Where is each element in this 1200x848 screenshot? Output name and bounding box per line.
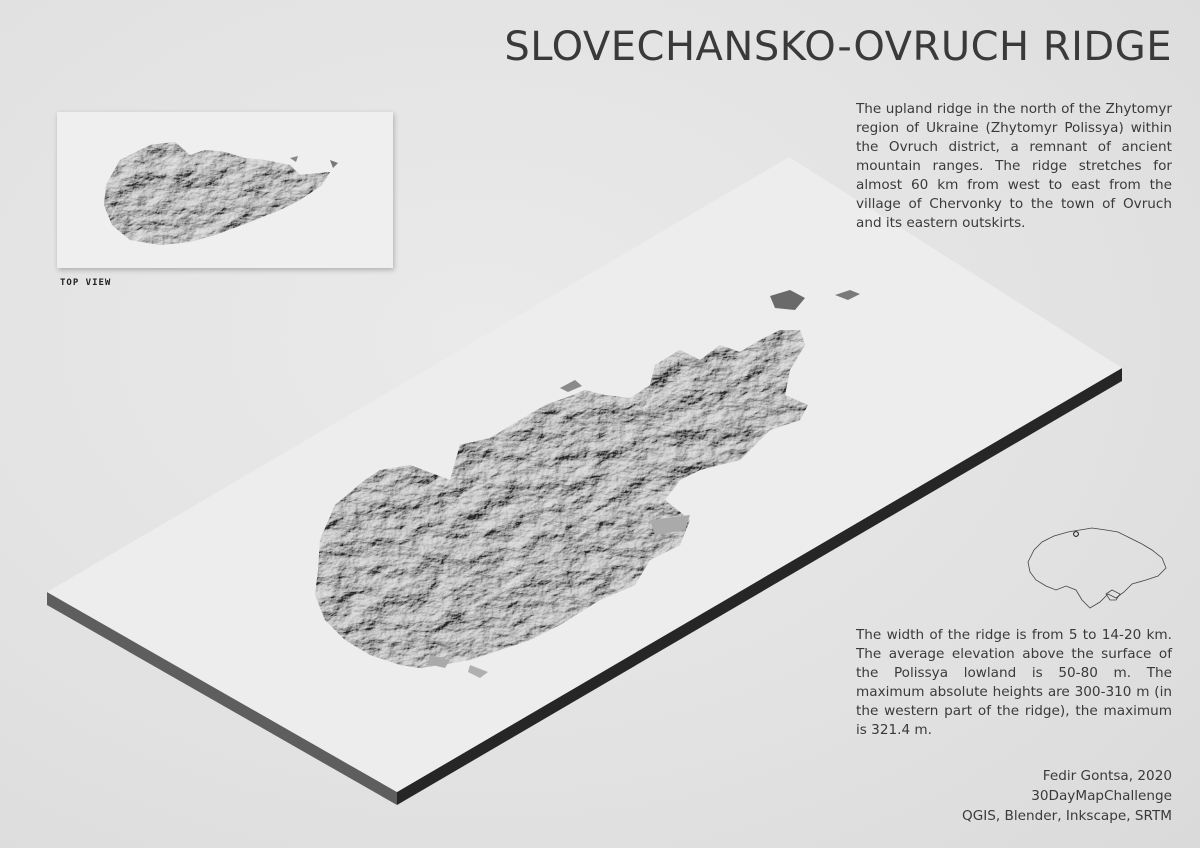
credits-challenge: 30DayMapChallenge: [1031, 788, 1172, 804]
credits-tools: QGIS, Blender, Inkscape, SRTM: [962, 808, 1172, 824]
ridge-location-marker: [1074, 532, 1079, 537]
credits-author: Fedir Gontsa, 2020: [1042, 768, 1172, 784]
ridge-details: The width of the ridge is from 5 to 14-20 km. The average elevation above the surface of the Polissya lowland is 50-80 m. The maximum absolute heights are 300-310 m (in the western part of the ridge), the maximum is 321.4 m.: [856, 627, 1172, 738]
credits: [962, 766, 1172, 826]
top-view-label: TOP VIEW: [60, 278, 112, 288]
ukraine-outline-map-icon: [1020, 520, 1170, 612]
top-view-relief: [57, 112, 393, 268]
top-view-inset: [57, 112, 393, 268]
ridge-description: The upland ridge in the north of the Zhytomyr region of Ukraine (Zhytomyr Polissya) within the Ovruch district, a remnant of ancient mountain ranges. The ridge stretches for almost 60 km from west to east from the village of Chervonky to the town of Ovruch and its eastern outskirts.: [856, 101, 1172, 231]
map-title: SLOVECHANSKO-OVRUCH RIDGE: [504, 24, 1172, 70]
